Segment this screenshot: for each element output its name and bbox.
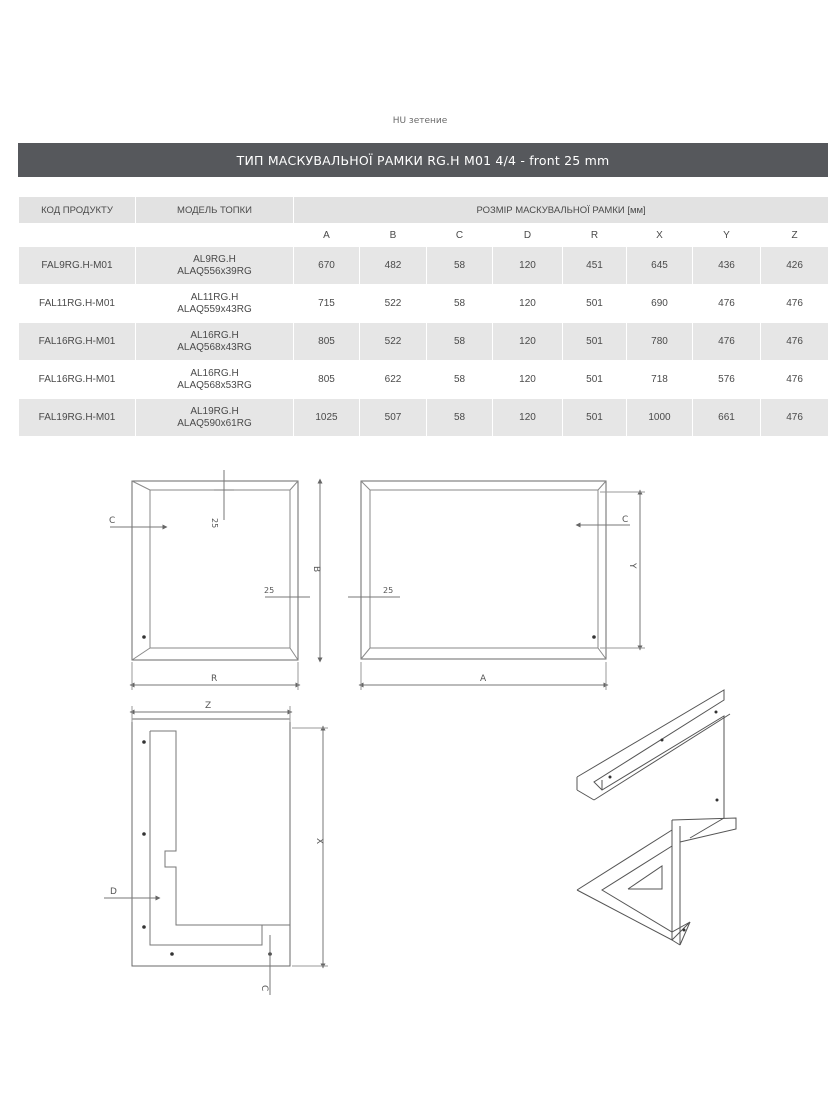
mounting-hole [661, 739, 664, 742]
value-b: 522 [360, 323, 427, 361]
value-x: 690 [627, 285, 693, 323]
header-code: КОД ПРОДУКТУ [19, 197, 136, 224]
value-b: 482 [360, 247, 427, 285]
label-d: D [110, 887, 117, 897]
value-z: 476 [761, 285, 829, 323]
product-code: FAL19RG.H-M01 [19, 399, 136, 437]
value-x: 1000 [627, 399, 693, 437]
mounting-hole [683, 929, 686, 932]
product-code: FAL11RG.H-M01 [19, 285, 136, 323]
model-cell [136, 399, 294, 437]
value-y: 576 [693, 361, 761, 399]
table-row [19, 285, 829, 323]
value-b: 507 [360, 399, 427, 437]
model-variant: ALAQ559x43RG [177, 303, 252, 315]
subheader-blank-model [136, 224, 294, 247]
section-title-bar [18, 143, 828, 177]
subheader-blank-code [19, 224, 136, 247]
front-view-left-drawing [110, 470, 320, 690]
value-y: 476 [693, 323, 761, 361]
frame-outline [361, 481, 606, 659]
value-c: 58 [427, 285, 493, 323]
header-model: МОДЕЛЬ ТОПКИ [136, 197, 294, 224]
value-y: 436 [693, 247, 761, 285]
model-variant: ALAQ568x53RG [177, 379, 252, 391]
value-a: 715 [294, 285, 360, 323]
side-view-drawing [104, 706, 328, 995]
label-25-left-drawing: 25 [264, 586, 275, 595]
value-d: 120 [493, 285, 563, 323]
mounting-hole [716, 799, 719, 802]
table-row [19, 399, 829, 437]
product-code: FAL16RG.H-M01 [19, 361, 136, 399]
value-r: 451 [563, 247, 627, 285]
dim-header-y: Y [693, 224, 761, 247]
value-a: 805 [294, 361, 360, 399]
value-x: 780 [627, 323, 693, 361]
model-name: AL19RG.H [190, 405, 239, 417]
mounting-hole [142, 925, 146, 929]
model-name: AL16RG.H [190, 367, 239, 379]
value-a: 1025 [294, 399, 360, 437]
model-variant: ALAQ590x61RG [177, 417, 252, 429]
product-code: FAL9RG.H-M01 [19, 247, 136, 285]
value-z: 476 [761, 399, 829, 437]
value-d: 120 [493, 399, 563, 437]
isometric-frame-drawing [577, 690, 736, 945]
model-name: AL16RG.H [190, 329, 239, 341]
model-variant: ALAQ556x39RG [177, 265, 252, 277]
model-cell [136, 247, 294, 285]
top-note: HU зетение [392, 116, 448, 126]
label-c-left: C [109, 516, 116, 526]
model-cell [136, 323, 294, 361]
model-name: AL9RG.H [193, 253, 236, 265]
label-b: B [311, 566, 321, 573]
dim-header-x: X [627, 224, 693, 247]
value-r: 501 [563, 361, 627, 399]
table-row [19, 323, 829, 361]
header-size: РОЗМІР МАСКУВАЛЬНОЇ РАМКИ [мм] [294, 197, 829, 224]
mounting-hole [142, 832, 146, 836]
frame-outline [132, 481, 298, 660]
table-row [19, 247, 829, 285]
label-x: X [314, 838, 324, 845]
value-d: 120 [493, 323, 563, 361]
value-a: 670 [294, 247, 360, 285]
model-variant: ALAQ568x43RG [177, 341, 252, 353]
value-r: 501 [563, 285, 627, 323]
value-y: 661 [693, 399, 761, 437]
dim-header-r: R [563, 224, 627, 247]
side-outline [132, 719, 290, 966]
value-r: 501 [563, 399, 627, 437]
value-b: 622 [360, 361, 427, 399]
dim-header-c: C [427, 224, 493, 247]
value-d: 120 [493, 247, 563, 285]
technical-drawings [0, 450, 840, 1020]
model-cell [136, 285, 294, 323]
value-b: 522 [360, 285, 427, 323]
section-title: ТИП МАСКУВАЛЬНОЇ РАМКИ RG.H M01 4/4 - front 25 mm [236, 152, 610, 168]
label-r: R [211, 674, 218, 684]
table-header-row [19, 197, 829, 224]
value-r: 501 [563, 323, 627, 361]
value-c: 58 [427, 247, 493, 285]
value-z: 426 [761, 247, 829, 285]
table-subheader-row [19, 224, 829, 247]
model-name: AL11RG.H [190, 291, 239, 303]
product-code: FAL16RG.H-M01 [19, 323, 136, 361]
model-cell [136, 361, 294, 399]
dimension-table [18, 196, 829, 437]
value-z: 476 [761, 361, 829, 399]
mounting-hole [142, 740, 146, 744]
dim-header-a: A [294, 224, 360, 247]
label-a: A [480, 674, 487, 684]
value-y: 476 [693, 285, 761, 323]
value-a: 805 [294, 323, 360, 361]
mounting-hole [170, 952, 174, 956]
label-y: Y [627, 563, 637, 569]
label-c-right: C [622, 515, 629, 525]
value-c: 58 [427, 361, 493, 399]
dim-header-b: B [360, 224, 427, 247]
mounting-hole [609, 776, 612, 779]
table-row [19, 361, 829, 399]
value-x: 718 [627, 361, 693, 399]
dim-header-d: D [493, 224, 563, 247]
value-z: 476 [761, 323, 829, 361]
label-z: Z [205, 701, 212, 711]
dim-header-z: Z [761, 224, 829, 247]
mounting-hole [715, 711, 718, 714]
label-c-bottom: C [259, 985, 269, 992]
mounting-hole [592, 635, 596, 639]
value-d: 120 [493, 361, 563, 399]
mounting-hole [142, 635, 146, 639]
label-25-top: 25 [210, 518, 219, 529]
value-c: 58 [427, 399, 493, 437]
label-25-right-drawing: 25 [383, 586, 394, 595]
value-c: 58 [427, 323, 493, 361]
value-x: 645 [627, 247, 693, 285]
